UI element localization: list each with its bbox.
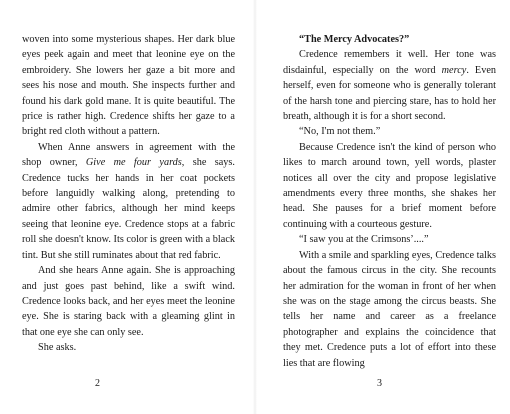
paragraph-text-continued: , she says. Credence tucks her hands in her coat pockets before languidly walking along, pretending to admire other fabrics, although her mind keeps seeing that leonine eye. Credence stops at a fabric roll she doesn't know. Its color is green with a black tint. But she still ruminates about that red fabric.: [22, 157, 235, 261]
page-number: 3: [377, 378, 382, 389]
dialogue-heading: “The Mercy Advocates?”: [299, 34, 410, 45]
paragraph-text: woven into some mysterious shapes. Her dark blue eyes peek again and meet that leonine eye on the embroidery. She lowers her gaze a bit more and sees his nose and mouth. She inspects further and found his dark gold mane. It is quite beautiful. The price is rather high. Credence shifts her gaze to a bright red cloth without a pattern.: [22, 34, 235, 138]
paragraph-italic-text: Give me four yards: [85, 157, 182, 169]
right-page-body: [283, 32, 496, 371]
paragraph: [283, 140, 496, 232]
paragraph-text: Credence remembers it well. Her tone was disdainful, especially on the word: [283, 49, 496, 76]
paragraph: [22, 140, 235, 263]
paragraph: [283, 232, 496, 247]
paragraph-text: When Anne answers in agreement with the shop owner,: [22, 141, 235, 169]
paragraph-text: “I saw you at the Crimsons’....”: [299, 234, 429, 246]
page-number: 2: [95, 378, 100, 389]
paragraph: [283, 124, 496, 139]
paragraph-text: With a smile and sparkling eyes, Credence talks about the famous circus in the city. She recounts her admiration for the woman in front of her when she was on the stage among the circus beasts. She tells her name and career as a freelance photographer and explains the coincidence that they met. Credence puts a lot of effort into these lies that are flowing: [283, 249, 496, 369]
paragraph: [283, 248, 496, 371]
paragraph-text-continued: . Even herself, even for someone who is generally tolerant of the harsh tone and piercing stare, has to hold her breath, although it is for a short second.: [283, 64, 496, 123]
paragraph: [22, 32, 235, 140]
paragraph-text: “No, I'm not them.”: [299, 126, 381, 138]
paragraph-text: And she hears Anne again. She is approaching and just goes past behind, like a swift wind. Credence looks back, and her eyes meet the leonine eye. She is staring back with a gleaming glint in that one eye she can only see.: [22, 265, 235, 338]
paragraph-text: She asks.: [38, 342, 77, 354]
paragraph: [283, 47, 496, 124]
left-page-body: [22, 32, 235, 356]
right-page: [255, 0, 510, 414]
paragraph-text: Because Credence isn't the kind of person who likes to march around town, yell words, plaster notices all over the city and propose legislative amendments every three months, she shakes her head. She pauses for a brief moment before continuing with a courteous gesture.: [283, 141, 496, 230]
paragraph-italic-text: mercy: [441, 64, 467, 76]
paragraph: [22, 263, 235, 340]
paragraph: [22, 340, 235, 355]
